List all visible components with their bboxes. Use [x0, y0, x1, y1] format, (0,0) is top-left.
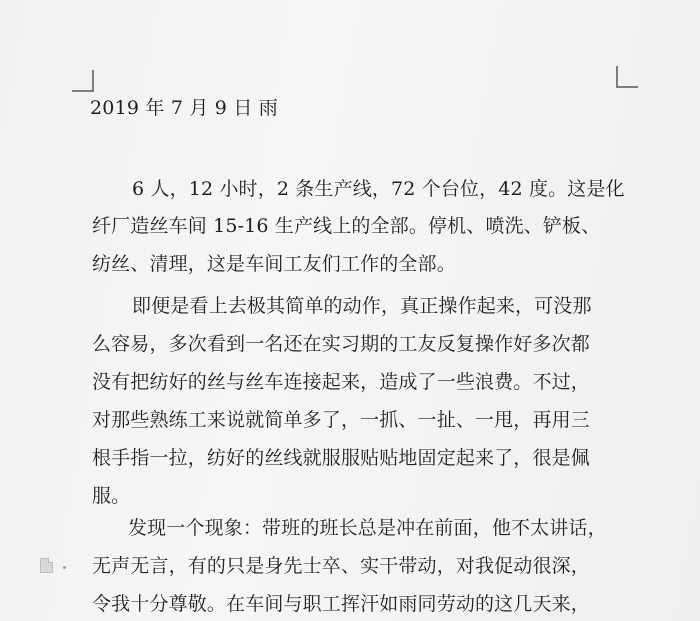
paragraph-3-line-2: 无声无言，有的只是身先士卒、实干带动，对我促动很深，	[92, 555, 590, 577]
paragraph-2-line-5: 根手指一拉，纺好的丝线就服服贴贴地固定起来了，很是佩	[92, 447, 590, 469]
paragraph-2-line-2: 么容易，多次看到一名还在实习期的工友反复操作好多次都	[92, 333, 590, 355]
paragraph-3-line-3: 令我十分尊敬。在车间与职工挥汗如雨同劳动的这几天来，	[92, 593, 590, 615]
date-line: 2019 年 7 月 9 日 雨	[90, 97, 278, 119]
document-icon	[40, 558, 53, 573]
paragraph-1-line-3: 纺丝、清理，这是车间工友们工作的全部。	[92, 253, 456, 275]
dot-marker-icon	[63, 566, 66, 569]
paragraph-2-line-4: 对那些熟练工来说就简单多了，一抓、一扯、一甩，再用三	[92, 409, 590, 431]
paragraph-2-line-1: 即便是看上去极其简单的动作，真正操作起来，可没那	[132, 295, 592, 317]
top-left-margin-corner	[72, 70, 94, 92]
paragraph-1-line-1: 6 人，12 小时，2 条生产线，72 个台位，42 度。这是化	[132, 178, 625, 200]
paragraph-1-line-2: 纤厂造丝车间 15-16 生产线上的全部。停机、喷洗、铲板、	[92, 215, 601, 237]
top-right-margin-corner	[616, 66, 638, 88]
paragraph-2-line-3: 没有把纺好的丝与丝车连接起来，造成了一些浪费。不过，	[92, 371, 590, 393]
paragraph-3-line-1: 发现一个现象：带班的班长总是冲在前面，他不太讲话，	[128, 517, 607, 539]
paragraph-2-line-6: 服。	[92, 485, 131, 507]
